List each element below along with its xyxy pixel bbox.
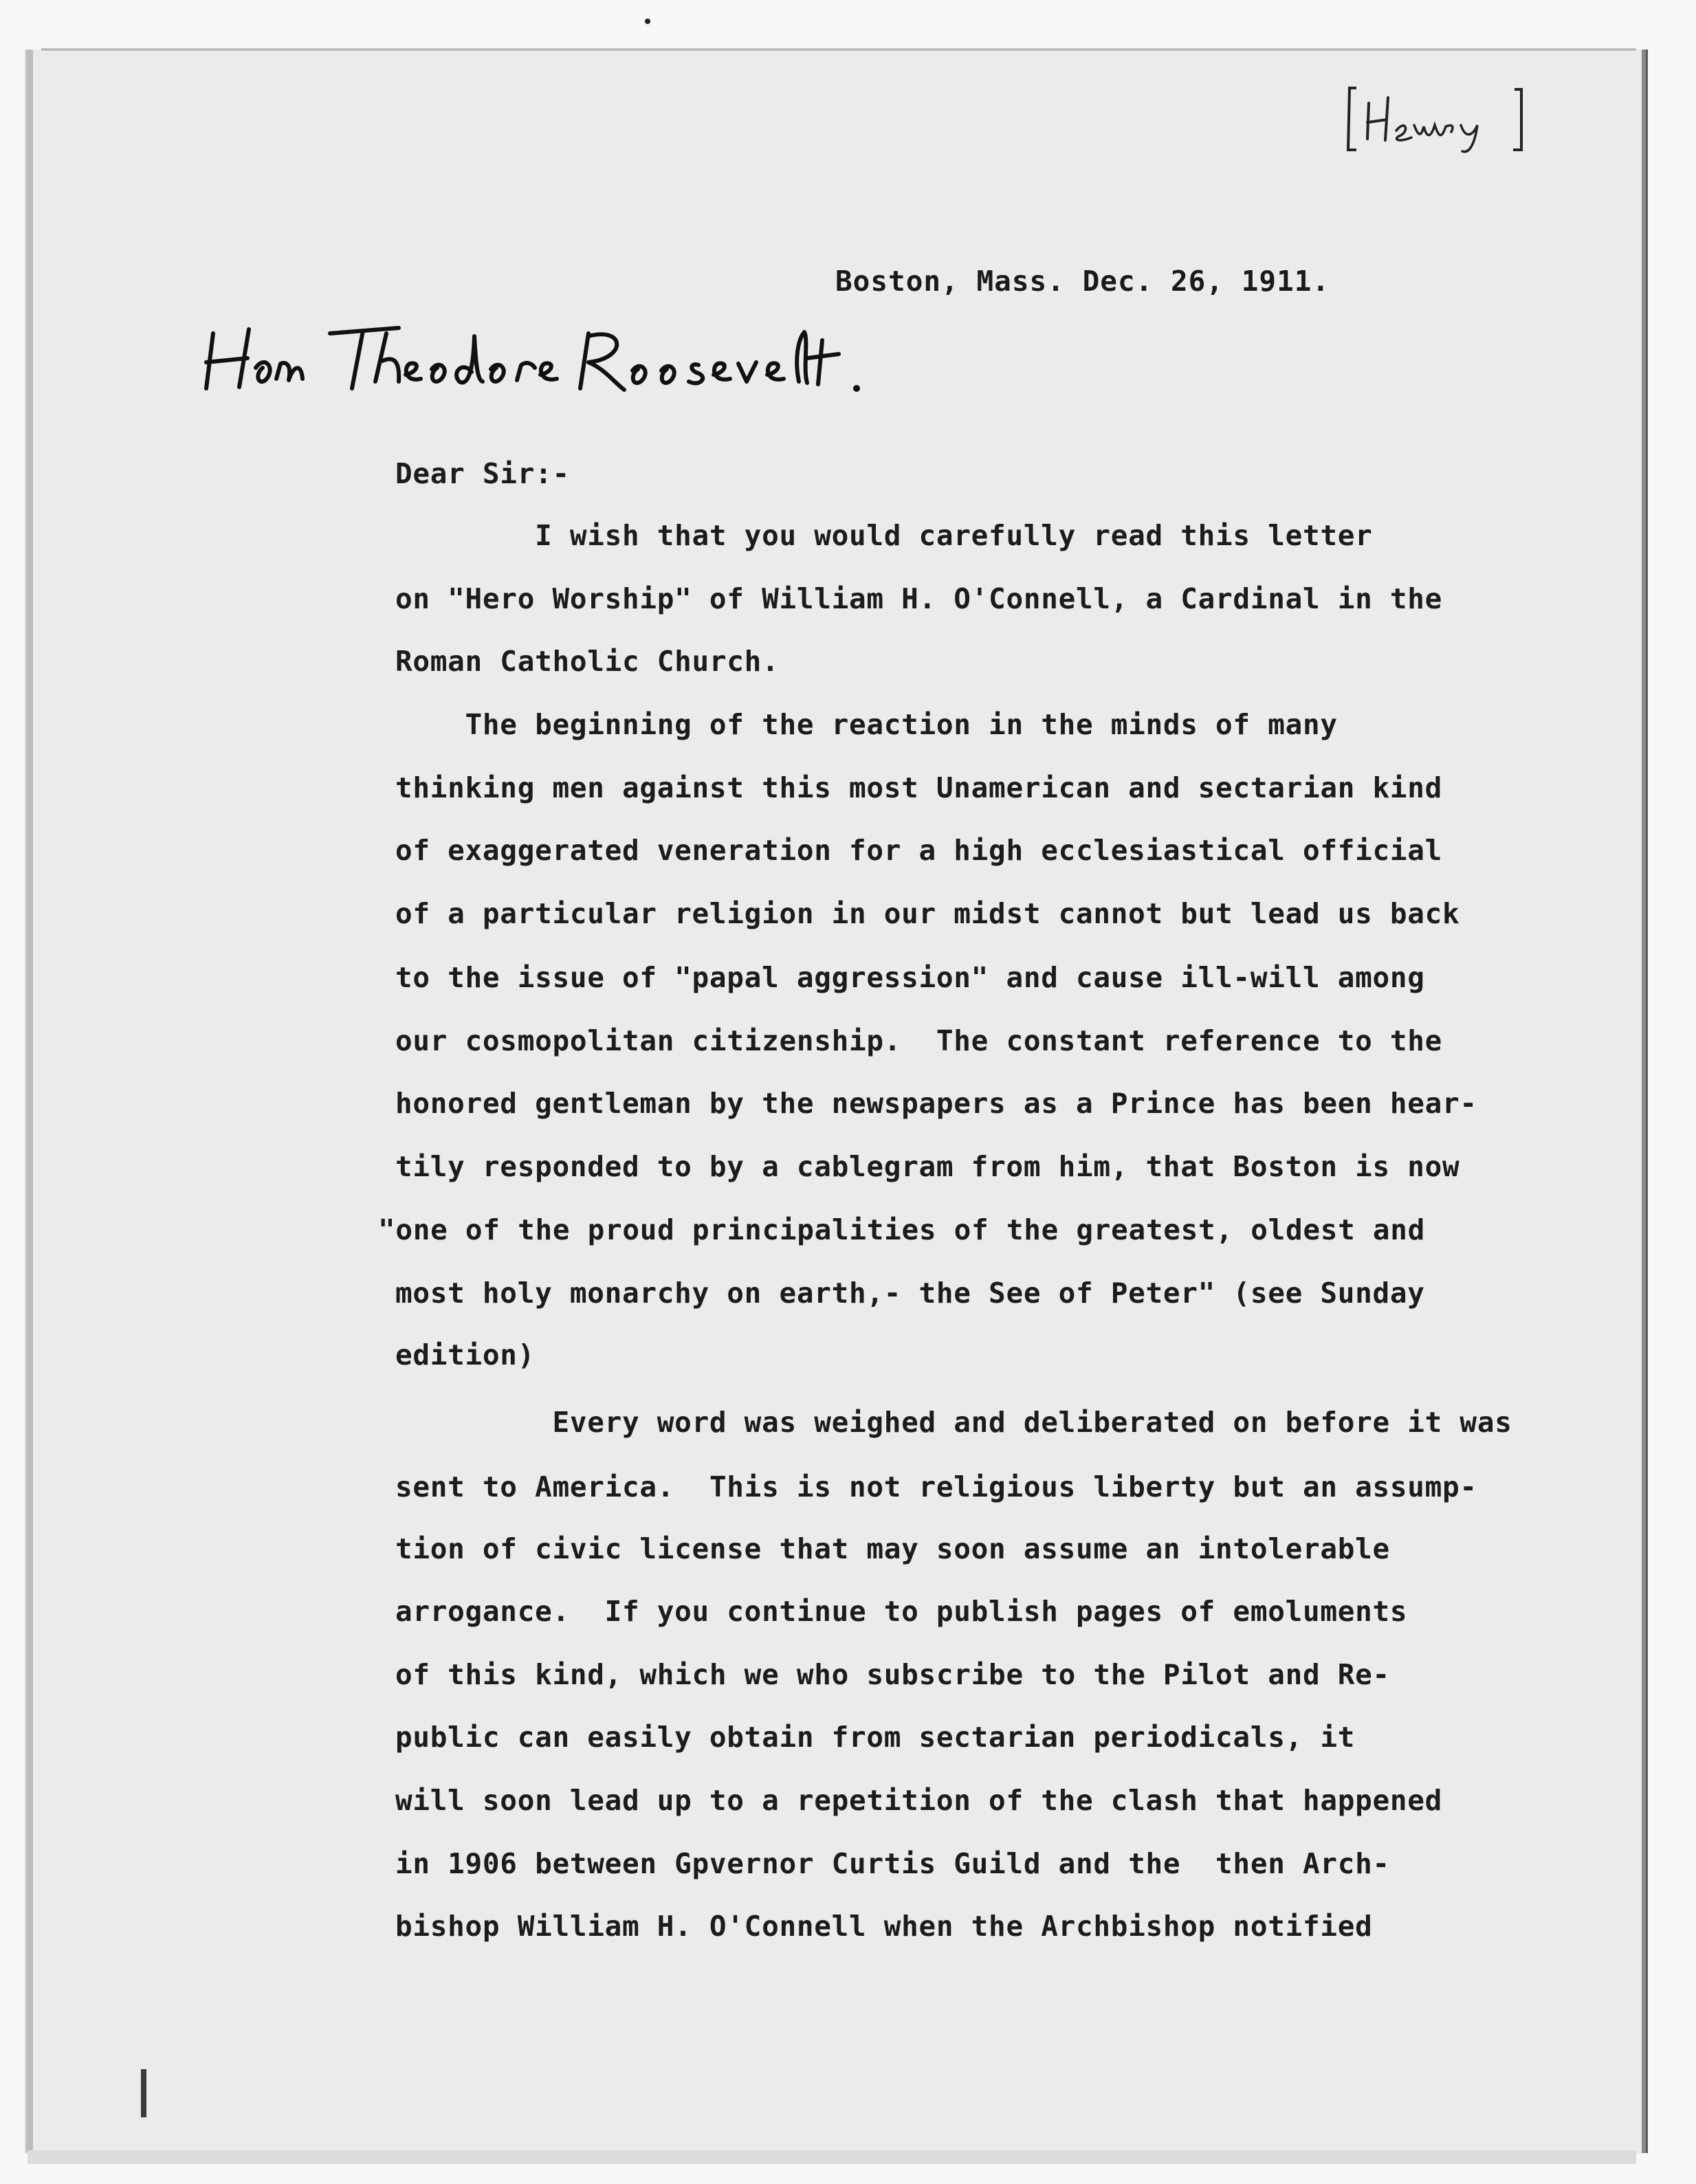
sheet-top-edge [41,48,1636,51]
body-line: "one of the proud principalities of the greatest, oldest and [378,1213,1426,1246]
body-line: bishop William H. O'Connell when the Archbishop notified [395,1910,1373,1943]
body-line: our cosmopolitan citizenship. The constant reference to the [395,1024,1443,1057]
body-line: of this kind, which we who subscribe to the Pilot and Re- [395,1658,1390,1691]
body-line: of exaggerated veneration for a high ecclesiastical official [395,834,1443,867]
body-line: public can easily obtain from sectarian periodicals, it [395,1721,1356,1754]
body-line: Every word was weighed and deliberated on before it was [395,1406,1512,1439]
body-line: thinking men against this most Unamerican and sectarian kind [395,771,1443,804]
body-line: of a particular religion in our midst cannot but lead us back [395,897,1460,930]
body-line: I wish that you would carefully read this letter [395,519,1373,552]
dateline: Boston, Mass. Dec. 26, 1911. [835,265,1330,298]
body-line: most holy monarchy on earth,- the See of Peter" (see Sunday [395,1277,1425,1310]
stray-ink-dot [645,19,650,24]
margin-mark [141,2069,146,2117]
body-line: honored gentleman by the newspapers as a Prince has been hear- [395,1087,1477,1120]
body-line: to the issue of "papal aggression" and cause ill-will among [395,961,1425,994]
body-line: in 1906 between Gpvernor Curtis Guild and the then Arch- [395,1847,1390,1880]
handwritten-addressee [199,313,928,409]
body-line: on "Hero Worship" of William H. O'Connell, a Cardinal in the [395,582,1443,615]
sheet-bottom-edge [27,2150,1636,2164]
body-line: tion of civic license that may soon assume an intolerable [395,1532,1390,1565]
body-line: The beginning of the reaction in the minds of many [395,708,1338,741]
body-line: tily responded to by a cablegram from him, that Boston is now [395,1150,1460,1183]
body-line: arrogance. If you continue to publish pages of emoluments [395,1595,1408,1628]
body-line: will soon lead up to a repetition of the clash that happened [395,1784,1443,1817]
body-line: edition) [395,1338,536,1371]
body-line: Roman Catholic Church. [395,645,780,678]
body-line: sent to America. This is not religious liberty but an assump- [395,1470,1477,1503]
salutation: Dear Sir:- [395,457,570,490]
handwritten-marginal-note [1344,82,1530,158]
